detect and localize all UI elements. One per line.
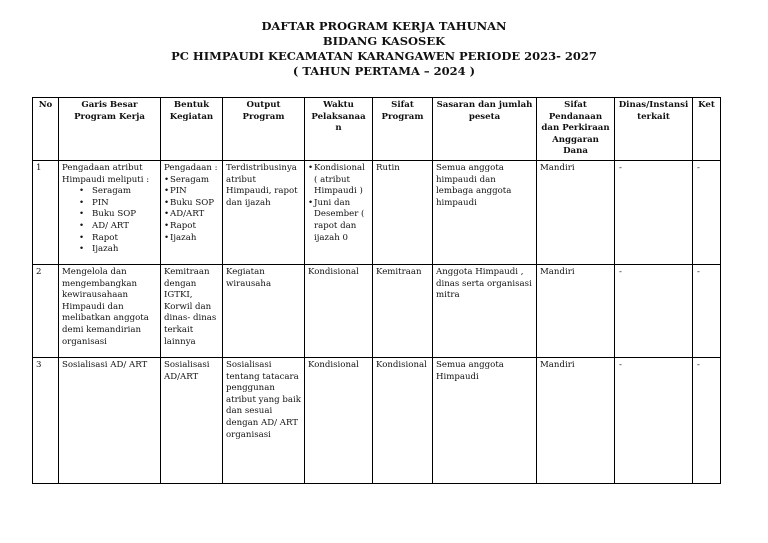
table-row	[33, 264, 721, 357]
cell-no: 3	[33, 357, 59, 483]
cell-no: 2	[33, 264, 59, 357]
cell-text: -	[697, 266, 700, 277]
cell-pendanaan: Mandiri	[537, 357, 615, 483]
cell-output: Terdistribusinya atribut Himpaudi, rapot dan ijazah	[223, 160, 305, 264]
table-row	[33, 357, 721, 483]
cell-bentuk-kegiatan	[161, 160, 223, 264]
table-header-row	[33, 98, 721, 161]
cell-dinas	[615, 264, 693, 357]
document-header	[0, 19, 768, 79]
col-header-garis-besar: Garis Besar Program Kerja	[59, 98, 161, 161]
attribute-list	[62, 186, 157, 256]
list-item: • PIN	[92, 198, 157, 210]
title-line-4: ( TAHUN PERTAMA – 2024 )	[292, 64, 476, 78]
cell-garis-besar: Sosialisasi AD/ ART	[59, 357, 161, 483]
col-header-output: Output Program	[223, 98, 305, 161]
list-item: • AD/ART	[170, 209, 219, 221]
title-line-1: DAFTAR PROGRAM KERJA TAHUNAN	[261, 19, 507, 33]
list-item: • Ijazah	[170, 233, 219, 245]
cell-text: -	[697, 359, 700, 370]
title-line-3: PC HIMPAUDI KECAMATAN KARANGAWEN PERIODE 2023- 2027	[171, 49, 597, 63]
list-item: • AD/ ART	[92, 221, 157, 233]
cell-garis-besar	[59, 160, 161, 264]
list-item: • Buku SOP	[92, 209, 157, 221]
col-header-no: No	[33, 98, 59, 161]
cell-text: -	[619, 359, 622, 370]
activity-list	[164, 175, 219, 245]
program-table	[32, 97, 721, 484]
cell-ket	[693, 357, 721, 483]
cell-sifat: Rutin	[373, 160, 433, 264]
list-item: • Juni dan Desember ( rapot dan ijazah 0	[314, 198, 369, 244]
col-header-pendanaan: Sifat Pendanaan dan Perkiraan Anggaran Dana	[537, 98, 615, 161]
col-header-waktu: Waktu Pelaksanaa n	[305, 98, 373, 161]
cell-pendanaan: Mandiri	[537, 264, 615, 357]
cell-pendanaan: Mandiri	[537, 160, 615, 264]
cell-no: 1	[33, 160, 59, 264]
cell-text: Pengadaan :	[164, 162, 218, 173]
col-header-ket: Ket	[693, 98, 721, 161]
cell-dinas	[615, 357, 693, 483]
cell-sifat: Kondisional	[373, 357, 433, 483]
cell-garis-besar: Mengelola dan mengembangkan kewirausahaan Himpaudi dan melibatkan anggota demi kemandirian organisasi	[59, 264, 161, 357]
cell-waktu	[305, 160, 373, 264]
list-item: • Seragam	[170, 175, 219, 187]
cell-waktu: Kondisional	[305, 264, 373, 357]
list-item: • Ijazah	[92, 244, 157, 256]
list-item: • Kondisional ( atribut Himpaudi )	[314, 163, 369, 198]
cell-text: Pengadaan atribut Himpaudi meliputi :	[62, 162, 150, 185]
table-row	[33, 160, 721, 264]
cell-bentuk-kegiatan: Kemitraan dengan IGTKI, Korwil dan dinas- dinas terkait lainnya	[161, 264, 223, 357]
title-line-2: BIDANG KASOSEK	[322, 34, 446, 48]
cell-text: -	[697, 162, 700, 173]
cell-ket	[693, 160, 721, 264]
list-item: • Buku SOP	[170, 198, 219, 210]
col-header-bentuk-kegiatan: Bentuk Kegiatan	[161, 98, 223, 161]
cell-output: Sosialisasi tentang tatacara penggunan atribut yang baik dan sesuai dengan AD/ ART organisasi	[223, 357, 305, 483]
schedule-list	[308, 163, 369, 244]
col-header-sasaran: Sasaran dan jumlah peseta	[433, 98, 537, 161]
col-header-sifat: Sifat Program	[373, 98, 433, 161]
list-item: • Rapot	[92, 233, 157, 245]
cell-text: -	[619, 162, 622, 173]
cell-dinas	[615, 160, 693, 264]
col-header-dinas: Dinas/Instansi terkait	[615, 98, 693, 161]
cell-ket	[693, 264, 721, 357]
cell-text: -	[619, 266, 622, 277]
cell-sasaran: Semua anggota Himpaudi	[433, 357, 537, 483]
cell-bentuk-kegiatan: Sosialisasi AD/ART	[161, 357, 223, 483]
list-item: • Rapot	[170, 221, 219, 233]
cell-waktu: Kondisional	[305, 357, 373, 483]
cell-sasaran: Anggota Himpaudi , dinas serta organisasi mitra	[433, 264, 537, 357]
cell-sifat: Kemitraan	[373, 264, 433, 357]
cell-sasaran: Semua anggota himpaudi dan lembaga anggota himpaudi	[433, 160, 537, 264]
list-item: • Seragam	[92, 186, 157, 198]
list-item: • PIN	[170, 186, 219, 198]
cell-output: Kegiatan wirausaha	[223, 264, 305, 357]
